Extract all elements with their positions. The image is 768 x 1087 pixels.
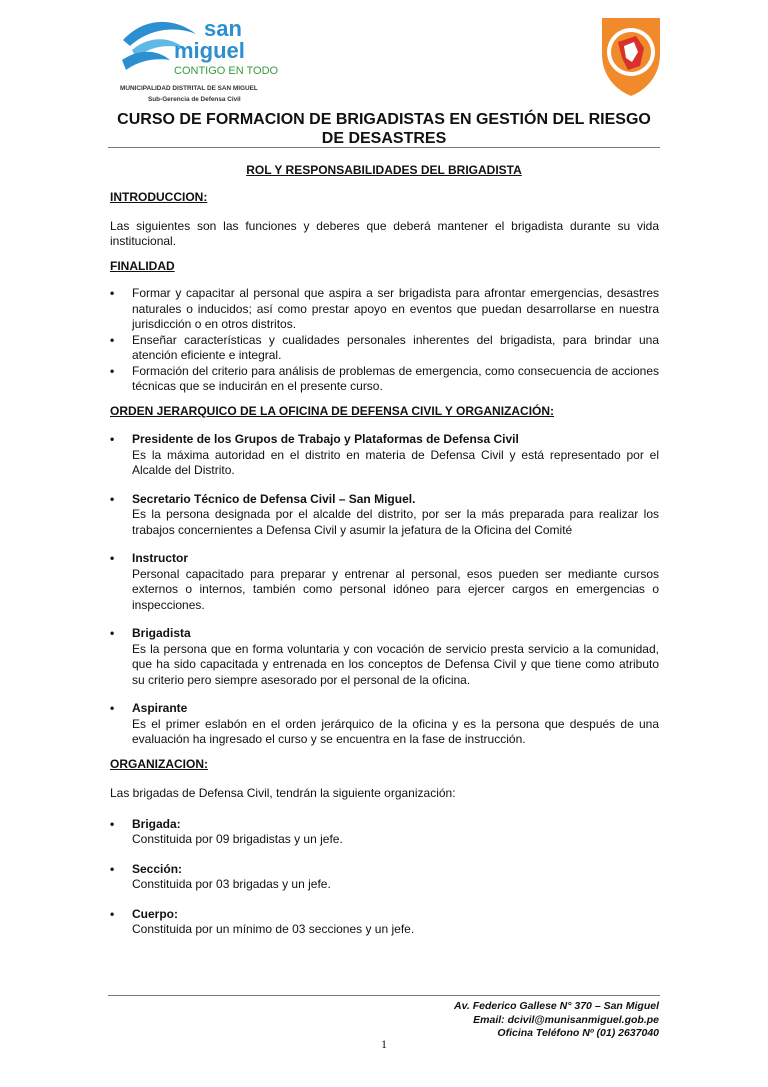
title-divider — [108, 147, 660, 148]
san-miguel-logo — [118, 14, 298, 106]
section-heading-introduccion: INTRODUCCION: — [110, 190, 208, 204]
item-title: Secretario Técnico de Defensa Civil – San Miguel. — [132, 491, 416, 506]
footer-contact — [380, 1000, 659, 1041]
defensa-civil-seal — [598, 14, 664, 98]
item-text: Es el primer eslabón en el orden jerárquico de la oficina y es la persona que después de una evaluación ha ingresado el curso y se encuentra en la fase de instrucción. — [132, 716, 659, 746]
item-title: Cuerpo: — [132, 906, 178, 921]
footer-address: Av. Federico Gallese N° 370 – San Miguel — [454, 1000, 659, 1012]
item-text: Constituida por 09 brigadistas y un jefe. — [132, 832, 343, 846]
bullet-icon: • — [110, 816, 115, 831]
list-item — [110, 701, 659, 748]
item-title: Presidente de los Grupos de Trabajo y Plataformas de Defensa Civil — [132, 432, 519, 446]
item-text: Constituida por un mínimo de 03 secciones y un jefe. — [132, 922, 415, 936]
item-text: Es la persona designada por el alcalde del distrito, por ser la más preparada para realizar los trabajos concernientes a Defensa Civil y asumir la jefatura de la Oficina del Comité — [132, 507, 659, 537]
list-item — [110, 432, 659, 479]
bullet-icon: • — [110, 701, 115, 715]
item-title: Instructor — [132, 551, 189, 565]
introduccion-text: Las siguientes son las funciones y deberes que deberá mantener el brigadista durante su vida institucional. — [110, 218, 659, 248]
finalidad-list — [110, 286, 659, 395]
item-text: Es la máxima autoridad en el distrito en materia de Defensa Civil y está representado por el Alcalde del Distrito. — [132, 447, 659, 477]
document-body — [110, 190, 659, 938]
svg-text:miguel: miguel — [174, 38, 245, 63]
svg-text:CONTIGO EN TODO: CONTIGO EN TODO — [174, 65, 279, 77]
section-heading-finalidad: FINALIDAD — [110, 258, 175, 273]
item-title: Sección: — [132, 861, 183, 876]
list-item — [110, 817, 659, 848]
organizacion-intro: Las brigadas de Defensa Civil, tendrán la siguiente organización: — [110, 786, 456, 800]
wave-logo-icon — [118, 14, 298, 106]
bullet-icon: • — [110, 286, 115, 300]
orden-list — [110, 432, 659, 748]
bullet-icon: • — [110, 332, 115, 347]
list-item — [110, 626, 659, 688]
item-title: Brigada: — [132, 816, 181, 831]
footer-phone: Oficina Teléfono Nº (01) 2637040 — [497, 1027, 659, 1039]
svg-text:san: san — [204, 16, 242, 41]
section-heading-organizacion: ORGANIZACION: — [110, 756, 208, 771]
list-item — [110, 492, 659, 539]
bullet-icon: • — [110, 626, 115, 640]
document-title: CURSO DE FORMACION DE BRIGADISTAS EN GESTIÓN DEL RIESGO DE DESASTRES — [117, 111, 651, 147]
item-text: Personal capacitado para preparar y entrenar al personal, esos pueden ser mediante cursos externos o internos, también como personal idóneo para ejercer cargos en emergencias o inspecciones. — [132, 566, 659, 612]
document-subtitle: ROL Y RESPONSABILIDADES DEL BRIGADISTA — [246, 163, 522, 177]
bullet-icon: • — [110, 491, 115, 506]
page-number: 1 — [381, 1037, 387, 1051]
item-title: Brigadista — [132, 626, 191, 640]
organizacion-list — [110, 817, 659, 938]
bullet-icon: • — [110, 432, 115, 446]
footer-divider — [108, 995, 660, 996]
list-item: • Formación del criterio para análisis de problemas de emergencia, como consecuencia de acciones técnicas que se inducirán en el presente curso. — [110, 363, 659, 393]
item-title: Aspirante — [132, 701, 188, 715]
list-item: • Enseñar características y cualidades personales inherentes del brigadista, para brindar una atención eficiente e integral. — [110, 332, 659, 362]
list-item — [110, 907, 659, 938]
svg-text:MUNICIPALIDAD DISTRITAL DE SAN: MUNICIPALIDAD DISTRITAL DE SAN MIGUEL — [120, 85, 258, 92]
section-heading-orden: ORDEN JERARQUICO DE LA OFICINA DE DEFENSA CIVIL Y ORGANIZACIÓN: — [110, 403, 555, 418]
item-text: Es la persona que en forma voluntaria y con vocación de servicio presta servicio a la comunidad, que ha sido capacitada y entrenada en los conceptos de Defensa Civil y que tiene como atributo su criterio pero siempre asesorado por el personal de la oficina. — [132, 641, 659, 687]
bullet-icon: • — [110, 363, 115, 378]
list-item: • Formar y capacitar al personal que aspira a ser brigadista para afrontar emergencias, desastres naturales o inducidos; así como prestar apoyo en eventos que puedan desarrollarse en nuestra jurisdicción o en otros distritos. — [110, 286, 659, 331]
svg-text:Sub-Gerencia de Defensa Civil: Sub-Gerencia de Defensa Civil — [148, 96, 241, 103]
defensa-civil-seal-icon — [598, 14, 664, 98]
list-item — [110, 862, 659, 893]
footer-email: Email: dcivil@munisanmiguel.gob.pe — [473, 1013, 659, 1026]
bullet-icon: • — [110, 861, 115, 876]
item-text: Constituida por 03 brigadas y un jefe. — [132, 877, 331, 891]
bullet-icon: • — [110, 906, 115, 921]
bullet-icon: • — [110, 551, 115, 565]
list-item — [110, 551, 659, 613]
